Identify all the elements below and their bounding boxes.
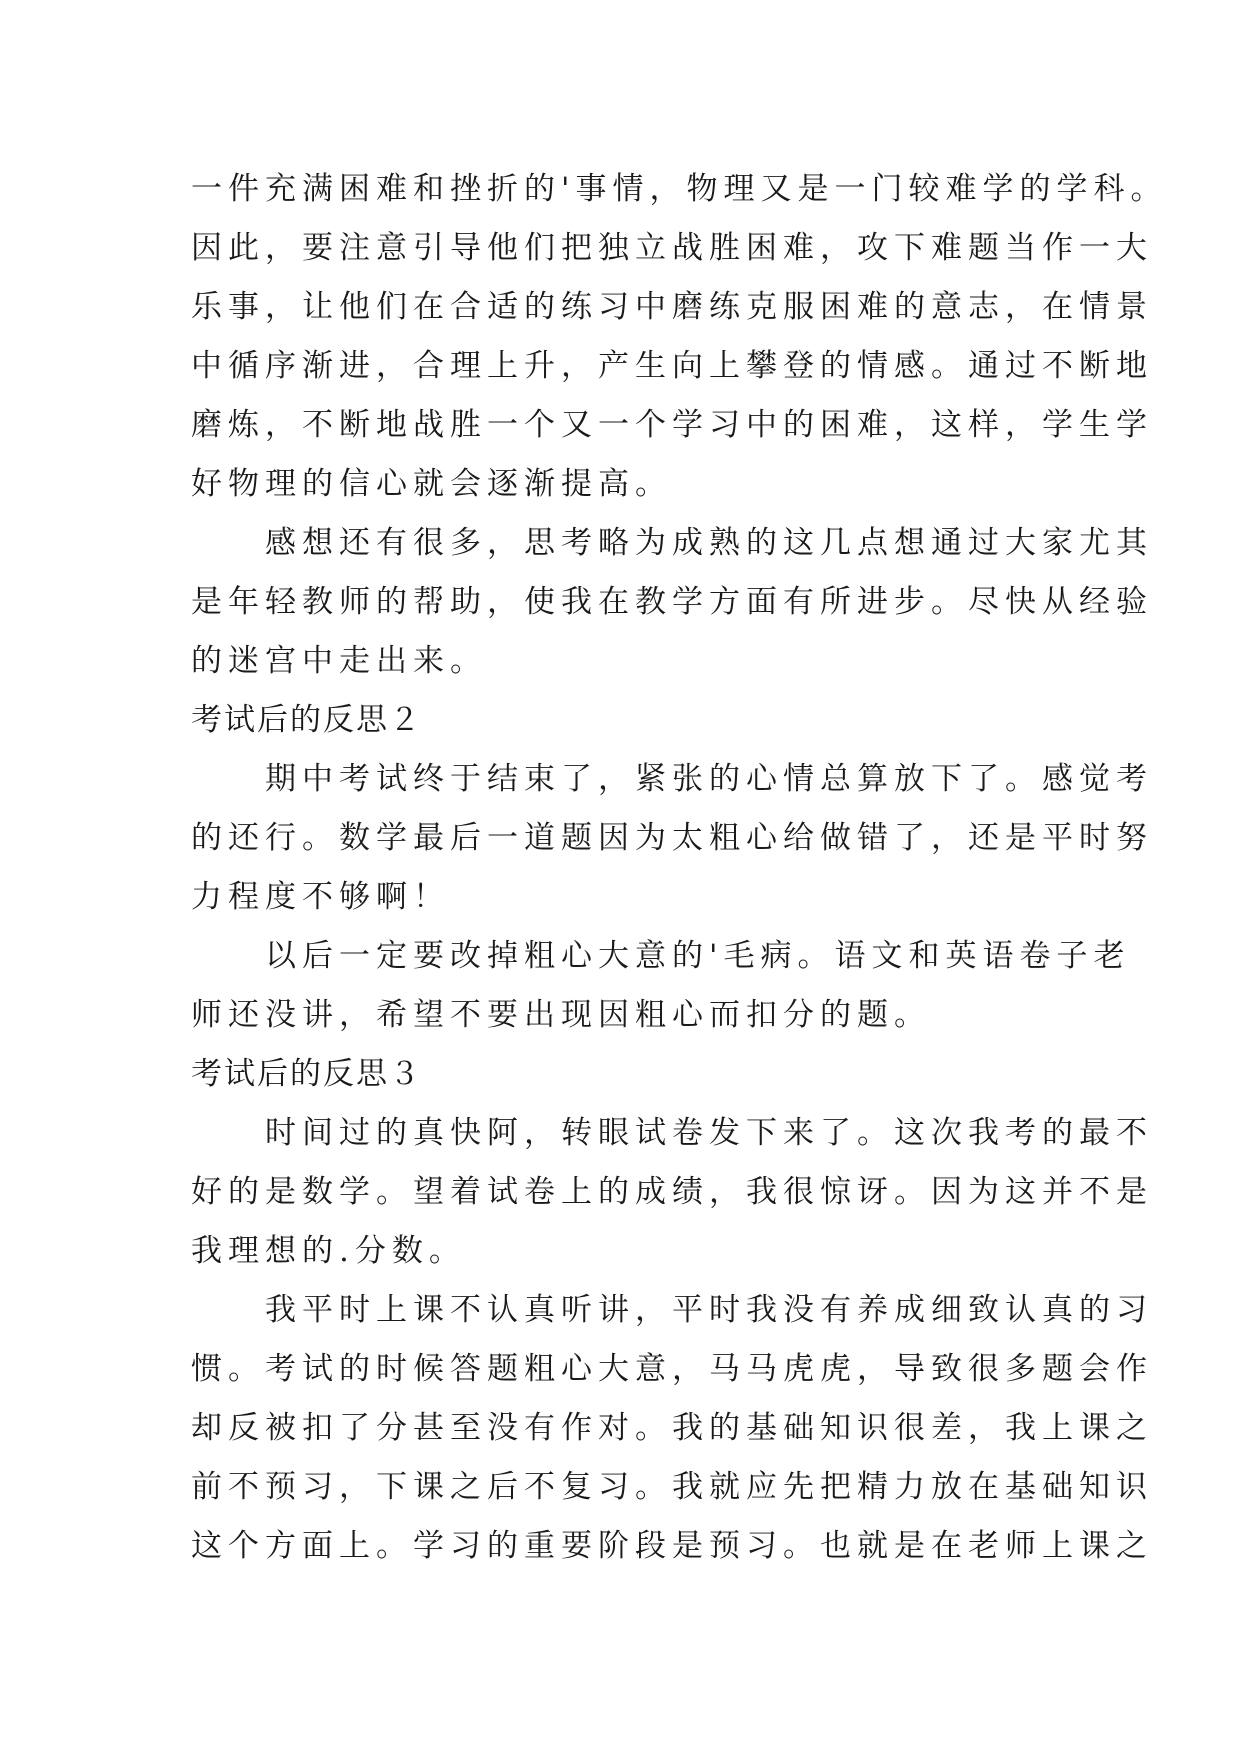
- document-body: [191, 160, 1168, 1576]
- paragraph-line: 我理想的.分数。: [191, 1233, 466, 1269]
- document-page: [191, 160, 1168, 1576]
- paragraph-first-line: 我平时上课不认真听讲，平时我没有养成细致认真的习: [265, 1292, 1153, 1328]
- paragraph-line: 惯。考试的时候答题粗心大意，马马虎虎，导致很多题会作: [191, 1351, 1153, 1387]
- paragraph-line: 一件充满困难和挫折的'事情，物理又是一门较难学的学科。: [191, 171, 1168, 207]
- paragraph-line: 好物理的信心就会逐渐提高。: [191, 466, 672, 502]
- paragraph-first-line: 时间过的真快阿，转眼试卷发下来了。这次我考的最不: [265, 1115, 1153, 1151]
- paragraph-line: 因此，要注意引导他们把独立战胜困难，攻下难题当作一大: [191, 230, 1153, 266]
- paragraph-first-line: 感想还有很多，思考略为成熟的这几点想通过大家尤其: [265, 525, 1153, 561]
- paragraph-line: 师还没讲，希望不要出现因粗心而扣分的题。: [191, 997, 931, 1033]
- paragraph-line: 却反被扣了分甚至没有作对。我的基础知识很差，我上课之: [191, 1410, 1153, 1446]
- paragraph-line: 是年轻教师的帮助，使我在教学方面有所进步。尽快从经验: [191, 584, 1153, 620]
- paragraph-line: 的迷宫中走出来。: [191, 643, 487, 679]
- paragraph-line: 乐事，让他们在合适的练习中磨练克服困难的意志，在情景: [191, 289, 1153, 325]
- paragraph-line: 磨炼，不断地战胜一个又一个学习中的困难，这样，学生学: [191, 407, 1153, 443]
- paragraph-line: 好的是数学。望着试卷上的成绩，我很惊讶。因为这并不是: [191, 1174, 1153, 1210]
- paragraph-line: 的还行。数学最后一道题因为太粗心给做错了，还是平时努: [191, 820, 1153, 856]
- paragraph-first-line: 期中考试终于结束了，紧张的心情总算放下了。感觉考: [265, 761, 1153, 797]
- paragraph-line: 力程度不够啊！: [191, 879, 450, 915]
- section-heading: 考试后的反思２: [191, 702, 422, 738]
- paragraph-line: 中循序渐进，合理上升，产生向上攀登的情感。通过不断地: [191, 348, 1153, 384]
- paragraph-first-line: 以后一定要改掉粗心大意的'毛病。语文和英语卷子老: [265, 938, 1131, 974]
- paragraph-line: 前不预习，下课之后不复习。我就应先把精力放在基础知识: [191, 1469, 1153, 1505]
- section-heading: 考试后的反思３: [191, 1056, 422, 1092]
- paragraph-line: 这个方面上。学习的重要阶段是预习。也就是在老师上课之: [191, 1528, 1153, 1564]
